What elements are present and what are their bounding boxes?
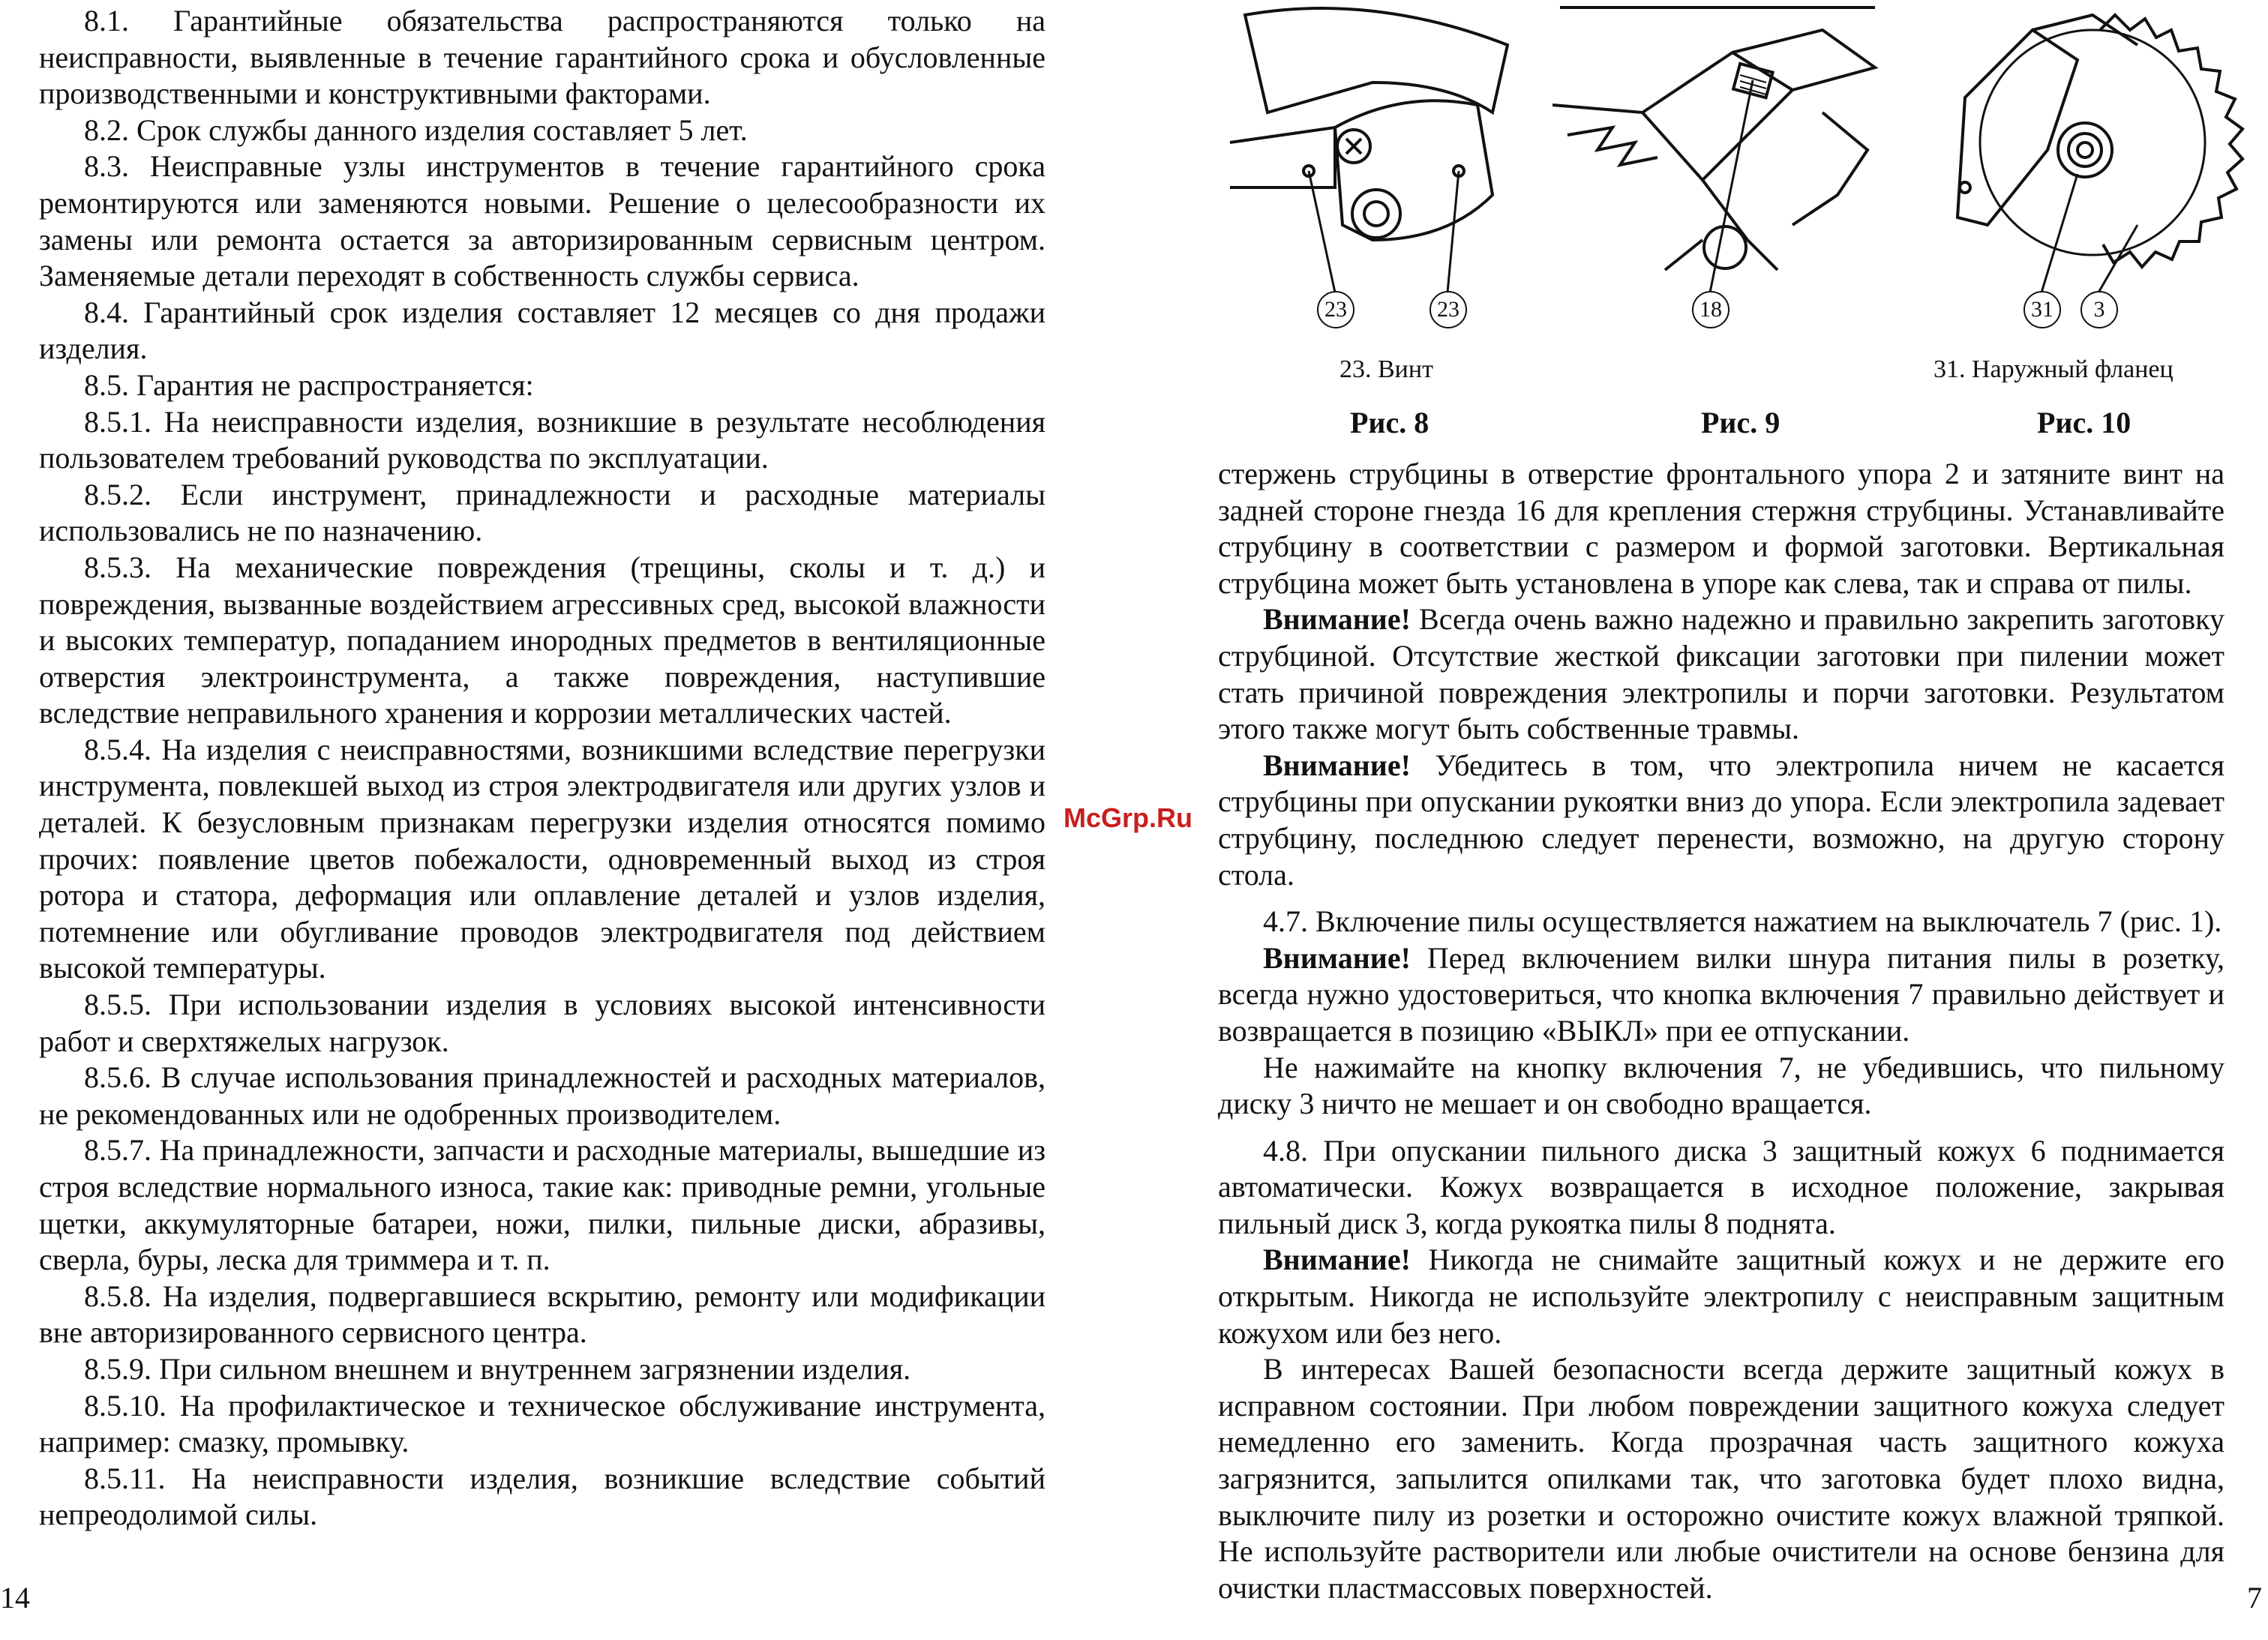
- paragraph: 8.5. Гарантия не распространяется:: [84, 367, 534, 402]
- paragraph: 8.5.9. При сильном внешнем и внутреннем загрязнении изделия.: [84, 1351, 911, 1386]
- paragraph: 8.5.8. На изделия, подвергавшиеся вскрытию, ремонту или модификации вне авторизированного сервисного центра.: [39, 1279, 1046, 1350]
- figure-8-drawing: [1222, 0, 1538, 322]
- left-page-text: [39, 3, 1046, 1534]
- figure-8-label: Рис. 8: [1350, 406, 1430, 439]
- paragraph: 8.3. Неисправные узлы инструментов в течение гарантийного срока ремонтируются или заменяются новыми. Решение о целесообразности их замены или ремонта остается за авторизированным сервисным центром. Заменяемые детали переходят в собственность службы сервиса.: [39, 149, 1046, 293]
- page-number-right: 7: [2247, 1581, 2262, 1615]
- paragraph: 8.5.1. На неисправности изделия, возникшие в результате несоблюдения пользователем требований руководства по эксплуатации.: [39, 404, 1046, 475]
- paragraph: 8.4. Гарантийный срок изделия составляет 12 месяцев со дня продажи изделия.: [39, 295, 1046, 366]
- paragraph: 8.5.4. На изделия с неисправностями, возникшими вследствие перегрузки инструмента, повлекшей выход из строя электродвигателя или других узлов и деталей. К безусловным признакам перегрузки изделия относятся помимо прочих: появление цветов побежалости, одновременный выход из строя ротора и статора, деформация или оплавление деталей и узлов изделия, потемнение или обугливание проводов электродвигателя под действием высокой температуры.: [39, 732, 1046, 985]
- paragraph: Внимание! Перед включением вилки шнура питания пилы в розетку, всегда нужно удостовериться, что кнопка включения 7 правильно действует и возвращается в позицию «ВЫКЛ» при ее отпускании.: [1218, 940, 2224, 1048]
- attention-label: Внимание!: [1263, 940, 1411, 975]
- callout-23: 23: [1317, 291, 1354, 328]
- attention-label: Внимание!: [1263, 748, 1411, 782]
- figure-10-label: Рис. 10: [2037, 406, 2132, 439]
- paragraph: 8.2. Срок службы данного изделия составляет 5 лет.: [84, 112, 748, 147]
- figure-8-caption: 23. Винт: [1340, 355, 1433, 383]
- figure-10-caption: 31. Наружный фланец: [1934, 355, 2174, 383]
- paragraph: 8.5.10. На профилактическое и техническое обслуживание инструмента, например: смазку, промывку.: [39, 1388, 1046, 1459]
- right-page-text: [1218, 456, 2224, 1606]
- paragraph: 4.7. Включение пилы осуществляется нажатием на выключатель 7 (рис. 1).: [1263, 904, 2222, 939]
- watermark: McGrp.Ru: [1064, 802, 1193, 833]
- figure-10-drawing: [1942, 0, 2258, 330]
- paragraph: 4.8. При опускании пильного диска 3 защитный кожух 6 поднимается автоматически. Кожух возвращается в исходное положение, закрывая пильный диск 3, когда рукоятка пилы 8 поднята.: [1218, 1133, 2224, 1240]
- callout-23: 23: [1430, 291, 1467, 328]
- paragraph: Не нажимайте на кнопку включения 7, не убедившись, что пильному диску 3 ничто не мешает и он свободно вращается.: [1218, 1050, 2224, 1121]
- attention-label: Внимание!: [1263, 1243, 1411, 1277]
- attention-label: Внимание!: [1263, 602, 1411, 637]
- paragraph: 8.5.7. На принадлежности, запчасти и расходные материалы, вышедшие из строя вследствие нормального износа, такие как: приводные ремни, угольные щетки, аккумуляторные батареи, ножи, пилки, пильные диски, абразивы, сверла, буры, леска для триммера и т. п.: [39, 1133, 1046, 1277]
- paragraph: Внимание! Никогда не снимайте защитный кожух и не держите его открытым. Никогда не используйте электропилу с неисправным защитным кожухом или без него.: [1218, 1243, 2224, 1350]
- paragraph: В интересах Вашей безопасности всегда держите защитный кожух в исправном состоянии. При любом повреждении защитного кожуха следует немедленно его заменить. Когда прозрачная часть защитного кожуха загрязнится, запылится опилками так, что заготовка будет плохо видна, выключите пилу из розетки и осторожно очистите кожух влажной тряпкой. Не используйте растворители или любые очистители на основе бензина для очистки пластмассовых поверхностей.: [1218, 1352, 2224, 1605]
- callout-18: 18: [1692, 291, 1730, 328]
- paragraph: 8.5.6. В случае использования принадлежностей и расходных материалов, не рекомендованных или не одобренных производителем.: [39, 1060, 1046, 1131]
- callout-31: 31: [2024, 291, 2061, 328]
- paragraph: 8.1. Гарантийные обязательства распространяются только на неисправности, выявленные в течение гарантийного срока и обусловленные производственными и конструктивными факторами.: [39, 4, 1046, 111]
- callout-3: 3: [2080, 291, 2118, 328]
- paragraph: Внимание! Убедитесь в том, что электропила ничем не касается струбцины при опускании рукоятки вниз до упора. Если электропила задевает струбцину, последнюю следует перенести, возможно, на другую сторону стола.: [1218, 748, 2224, 892]
- paragraph: 8.5.2. Если инструмент, принадлежности и расходные материалы использовались не по назначению.: [39, 477, 1046, 548]
- figure-9-label: Рис. 9: [1701, 406, 1780, 439]
- paragraph: 8.5.5. При использовании изделия в условиях высокой интенсивности работ и сверхтяжелых нагрузок.: [39, 988, 1046, 1058]
- paragraph: 8.5.11. На неисправности изделия, возникшие вследствие событий непреодолимой силы.: [39, 1461, 1046, 1532]
- paragraph: Внимание! Всегда очень важно надежно и правильно закрепить заготовку струбциной. Отсутствие жесткой фиксации заготовки при пилении может стать причиной повреждения электропилы и порчи заготовки. Результатом этого также могут быть собственные травмы.: [1218, 602, 2224, 746]
- paragraph: стержень струбцины в отверстие фронтального упора 2 и затяните винт на задней стороне гнезда 16 для крепления стержня струбцины. Устанавливайте струбцину в соответствии с размером и формой заготовки. Вертикальная струбцина может быть установлена в упоре как слева, так и справа от пилы.: [1218, 457, 2224, 600]
- page-number-left: 14: [0, 1581, 30, 1615]
- figure-9-drawing: [1552, 0, 1882, 330]
- paragraph: 8.5.3. На механические повреждения (трещины, сколы и т. д.) и повреждения, вызванные воздействием агрессивных сред, высокой влажности и высоких температур, попаданием инородных предметов в вентиляционные отверстия электроинструмента, а также повреждения, наступившие вследствие неправильного хранения и коррозии металлических частей.: [39, 550, 1046, 730]
